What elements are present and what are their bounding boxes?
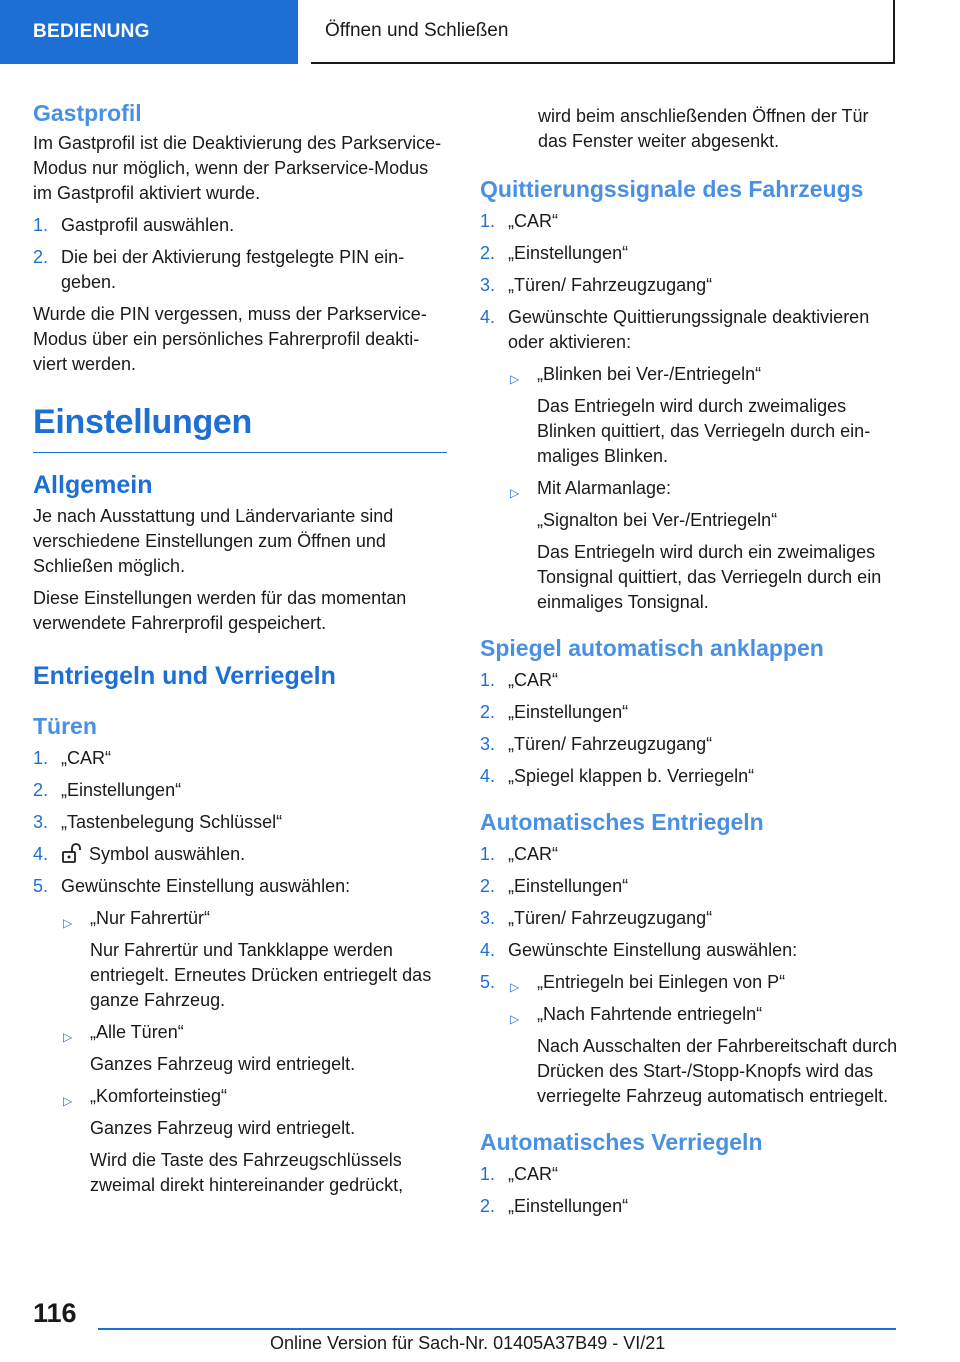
step-text: „Einstellungen“ xyxy=(61,780,182,800)
triangle-bullet-icon: ▷ xyxy=(510,1012,520,1026)
step-text: Gewünschte Einstellung auswählen: xyxy=(61,876,351,896)
option-label: „Blinken bei Ver-/Entriegeln“ xyxy=(537,364,762,384)
list-item xyxy=(508,476,900,615)
step-text: Gastprofil auswählen. xyxy=(61,215,235,235)
heading-quittierungssignale: Quittierungssignale des Fahrzeugs xyxy=(480,176,864,202)
tueren-steps xyxy=(33,746,447,1198)
heading-spiegel: Spiegel automatisch anklappen xyxy=(480,635,824,661)
left-column xyxy=(33,100,447,1205)
step-text: „CAR“ xyxy=(508,844,558,864)
list-item xyxy=(480,241,900,266)
quittierung-steps xyxy=(480,209,900,615)
auto-verriegeln-steps xyxy=(480,1162,900,1219)
step-number: 4. xyxy=(33,844,49,864)
gastprofil-intro: Im Gastprofil ist die Deaktivierung des Parkservice-Modus nur möglich, wenn der Parkservice-Modus im Gastprofil aktiviert wurde. xyxy=(33,133,442,203)
right-column xyxy=(480,104,900,1226)
list-item xyxy=(33,746,447,771)
triangle-bullet-icon: ▷ xyxy=(510,486,520,500)
step-text: „Einstellungen“ xyxy=(508,876,629,896)
tueren-options xyxy=(61,906,447,1198)
heading-auto-entriegeln: Automatisches Entriegeln xyxy=(480,809,764,835)
option-desc: Das Entriegeln wird durch zweimaliges Blinken quittiert, das Verriegeln durch einmaliges Blinken. xyxy=(537,396,871,466)
list-item xyxy=(480,874,900,899)
option-desc: Wird die Taste des Fahrzeugschlüssels zweimal direkt hintereinander gedrückt, xyxy=(90,1150,404,1195)
step-number: 5. xyxy=(480,972,496,992)
quittierung-options xyxy=(508,362,900,615)
step-number: 4. xyxy=(480,766,496,786)
option-label: Mit Alarmanlage: xyxy=(537,478,672,498)
list-item xyxy=(33,245,447,295)
option-desc: „Signalton bei Ver-/Entriegeln“ xyxy=(537,510,778,530)
list-item xyxy=(480,305,900,615)
step-text: „Einstellungen“ xyxy=(508,1196,629,1216)
list-item xyxy=(480,764,900,789)
step-number: 3. xyxy=(480,275,496,295)
triangle-bullet-icon: ▷ xyxy=(63,916,73,930)
step-text: „Spiegel klappen b. Verriegeln“ xyxy=(508,766,755,786)
step-text: Die bei der Aktivierung festgelegte PIN eingeben. xyxy=(61,247,405,292)
spiegel-steps xyxy=(480,668,900,789)
list-item xyxy=(508,1002,900,1109)
list-item xyxy=(61,906,447,1013)
option-label: „Komforteinstieg“ xyxy=(90,1086,228,1106)
step-number: 1. xyxy=(480,844,496,864)
list-item xyxy=(33,778,447,803)
step-number: 4. xyxy=(480,307,496,327)
step-text: „Einstellungen“ xyxy=(508,243,629,263)
step-number: 1. xyxy=(33,215,49,235)
step-number: 2. xyxy=(33,247,49,267)
gastprofil-steps xyxy=(33,213,447,295)
step-text: „CAR“ xyxy=(508,211,558,231)
step-text: „Tastenbelegung Schlüssel“ xyxy=(61,812,283,832)
list-item xyxy=(480,209,900,234)
step-number: 1. xyxy=(480,1164,496,1184)
step-number: 2. xyxy=(480,243,496,263)
heading-gastprofil: Gastprofil xyxy=(33,100,142,126)
step-number: 2. xyxy=(480,876,496,896)
page-number: 116 xyxy=(33,1298,77,1328)
gastprofil-outro: Wurde die PIN vergessen, muss der Parkservice-Modus über ein persönliches Fahrerprofil deaktiviert werden. xyxy=(33,304,427,374)
step-number: 3. xyxy=(480,734,496,754)
option-desc: Nach Ausschalten der Fahrbereitschaft durch Drücken des Start-/Stopp-Knopfs wird das verriegelte Fahrzeug automatisch entriegelt. xyxy=(537,1036,898,1106)
option-label: „Entriegeln bei Einlegen von P“ xyxy=(537,972,786,992)
list-item xyxy=(480,273,900,298)
option-desc: Das Entriegeln wird durch ein zweimaliges Tonsignal quittiert, das Verriegeln durch ein einmaliges Tonsignal. xyxy=(537,542,882,612)
list-item xyxy=(480,732,900,757)
list-item xyxy=(480,668,900,693)
heading-tueren: Türen xyxy=(33,713,97,739)
unlock-icon xyxy=(61,843,83,863)
list-item xyxy=(480,700,900,725)
list-item xyxy=(480,906,900,931)
section-tab: BEDIENUNG xyxy=(0,0,298,64)
heading-einstellungen: Einstellungen xyxy=(33,403,447,453)
list-item xyxy=(61,1020,447,1077)
footer-divider xyxy=(98,1328,896,1330)
list-item xyxy=(480,938,900,963)
triangle-bullet-icon: ▷ xyxy=(510,372,520,386)
step-text: Gewünschte Einstellung auswählen: xyxy=(508,940,798,960)
step-text: „CAR“ xyxy=(61,748,111,768)
step-text: „CAR“ xyxy=(508,670,558,690)
step-number: 3. xyxy=(33,812,49,832)
step-number: 4. xyxy=(480,940,496,960)
list-item xyxy=(480,1194,900,1219)
option-label: „Alle Türen“ xyxy=(90,1022,184,1042)
option-desc: Nur Fahrertür und Tankklappe werden entriegelt. Erneutes Drücken entriegelt das ganze Fahrzeug. xyxy=(90,940,432,1010)
step-number: 1. xyxy=(480,670,496,690)
continuation-text: wird beim anschließenden Öffnen der Tür das Fenster weiter abgesenkt. xyxy=(538,106,869,151)
step-text: Symbol auswählen. xyxy=(89,844,246,864)
list-item xyxy=(33,810,447,835)
heading-allgemein: Allgemein xyxy=(33,471,153,499)
footer-version-text: Online Version für Sach-Nr. 01405A37B49 - VI/21 xyxy=(270,1333,666,1353)
triangle-bullet-icon: ▷ xyxy=(510,980,520,994)
triangle-bullet-icon: ▷ xyxy=(63,1094,73,1108)
step-text: „Türen/ Fahrzeugzugang“ xyxy=(508,275,713,295)
step-text: „CAR“ xyxy=(508,1164,558,1184)
step-number: 3. xyxy=(480,908,496,928)
step-number: 1. xyxy=(480,211,496,231)
list-item xyxy=(480,842,900,867)
auto-entriegeln-options xyxy=(508,970,900,1109)
list-item xyxy=(480,1162,900,1187)
allgemein-p1: Je nach Ausstattung und Ländervariante sind verschiedene Einstellungen zum Öffnen und Schließen möglich. xyxy=(33,506,394,576)
step-number: 2. xyxy=(33,780,49,800)
option-label: „Nach Fahrtende entriegeln“ xyxy=(537,1004,763,1024)
step-text: „Türen/ Fahrzeugzugang“ xyxy=(508,908,713,928)
option-desc: Ganzes Fahrzeug wird entriegelt. xyxy=(90,1118,356,1138)
list-item xyxy=(33,874,447,1198)
chapter-title: Öffnen und Schließen xyxy=(311,0,895,64)
list-item xyxy=(33,213,447,238)
option-label: „Nur Fahrertür“ xyxy=(90,908,211,928)
auto-entriegeln-steps xyxy=(480,842,900,1109)
step-text: „Einstellungen“ xyxy=(508,702,629,722)
step-number: 2. xyxy=(480,702,496,722)
list-item xyxy=(508,970,900,995)
list-item xyxy=(61,1084,447,1198)
option-desc: Ganzes Fahrzeug wird entriegelt. xyxy=(90,1054,356,1074)
list-item xyxy=(33,842,447,867)
heading-entriegeln-verriegeln: Entriegeln und Verriegeln xyxy=(33,662,336,690)
step-text: „Türen/ Fahrzeugzugang“ xyxy=(508,734,713,754)
step-number: 1. xyxy=(33,748,49,768)
triangle-bullet-icon: ▷ xyxy=(63,1030,73,1044)
allgemein-p2: Diese Einstellungen werden für das momentan verwendete Fahrerprofil gespeichert. xyxy=(33,588,407,633)
step-number: 5. xyxy=(33,876,49,896)
step-text: Gewünschte Quittierungssignale deaktivieren oder aktivieren: xyxy=(508,307,870,352)
heading-auto-verriegeln: Automatisches Verriegeln xyxy=(480,1129,763,1155)
list-item xyxy=(508,362,900,469)
list-item xyxy=(480,970,900,1109)
step-number: 2. xyxy=(480,1196,496,1216)
